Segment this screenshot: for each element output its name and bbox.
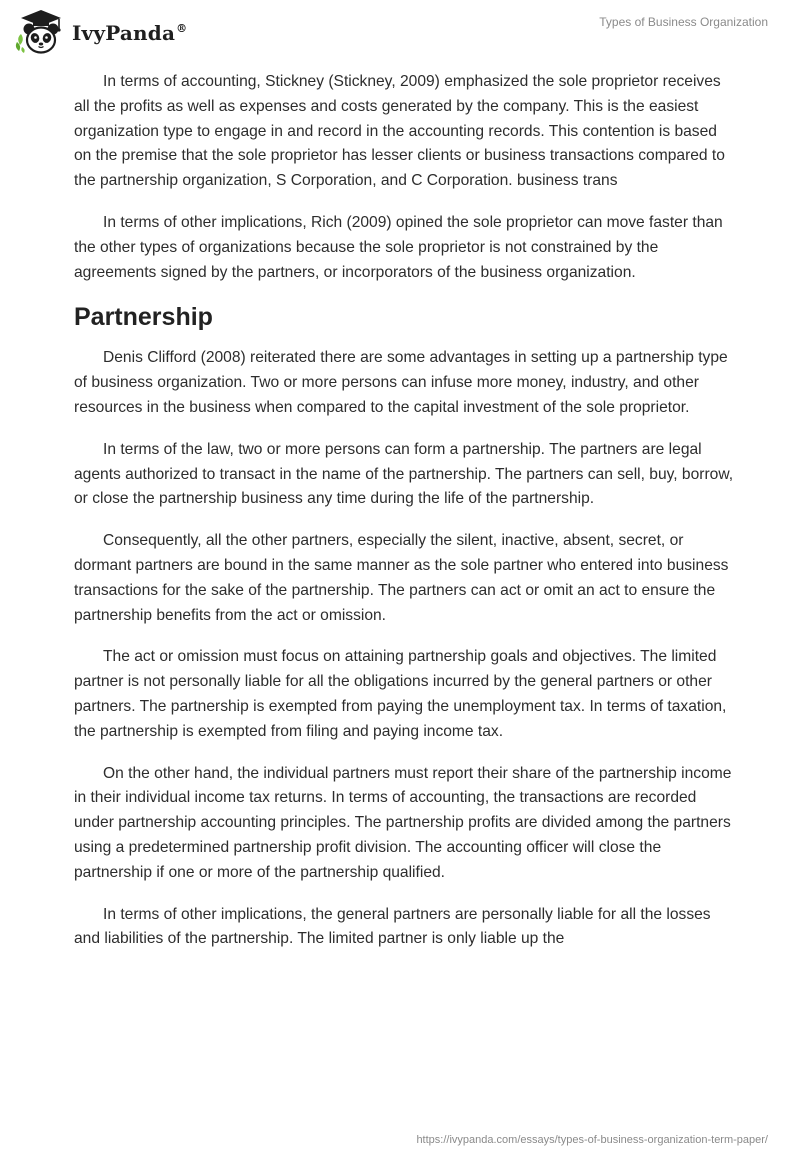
paragraph: Consequently, all the other partners, especially the silent, inactive, absent, secret, or dormant partners are bound in the same manner as the sole partner who entered into business transactions for the sake of the partnership. The partners can act or omit an act to ensure the partnership benefits from the act or omission. [74, 532, 729, 624]
paragraph: In terms of the law, two or more persons can form a partnership. The partners are legal agents authorized to transact in the name of the partnership. The partners can sell, buy, borrow, or close the partnership business any time during the life of the partnership. [74, 440, 734, 508]
panda-graduation-cap-icon [14, 7, 68, 57]
paragraph: In terms of other implications, Rich (2009) opined the sole proprietor can move faster than the other types of organizations because the sole proprietor is not constrained by the agreements signed by the partners, or incorporators of the business organization. [74, 213, 723, 281]
logo-name: IvyPanda [72, 21, 176, 45]
section-heading: Partnership [74, 303, 213, 332]
paragraph: Denis Clifford (2008) reiterated there are some advantages in setting up a partnership type of business organization. Two or more persons can infuse more money, industry, and other resources in the business when compared to the capital investment of the sole proprietor. [74, 349, 728, 416]
ivypanda-logo[interactable] [14, 7, 187, 57]
page-header [0, 0, 800, 70]
paragraph: On the other hand, the individual partners must report their share of the partnership income in their individual income tax returns. In terms of accounting, the transactions are recorded under partnership accounting principles. The partnership profits are divided among the partners using a predetermined partnership profit division. The accounting officer will close the partnership if one or more of the partnership qualified. [74, 764, 732, 881]
document-title: Types of Business Organization [599, 15, 768, 29]
paragraph: In terms of accounting, Stickney (Stickney, 2009) emphasized the sole proprietor receives all the profits as well as expenses and costs generated by the company. This is the easiest organization type to engage in and record in the accounting records. This contention is based on the premise that the sole proprietor has lesser clients or business transactions compared to the partnership organization, S Corporation, and C Corporation. business trans [74, 73, 725, 190]
paragraph: The act or omission must focus on attaining partnership goals and objectives. The limited partner is not personally liable for all the obligations incurred by the general partners or other partners. The partnership is exempted from paying the unemployment tax. In terms of taxation, the partnership is exempted from filing and paying income tax. [74, 648, 727, 740]
source-url[interactable]: https://ivypanda.com/essays/types-of-business-organization-term-paper/ [416, 1134, 768, 1146]
registered-mark: ® [176, 22, 188, 36]
logo-wordmark [72, 21, 187, 45]
paragraph: In terms of other implications, the general partners are personally liable for all the losses and liabilities of the partnership. The limited partner is only liable up the [74, 905, 711, 948]
essay-content [74, 70, 734, 969]
